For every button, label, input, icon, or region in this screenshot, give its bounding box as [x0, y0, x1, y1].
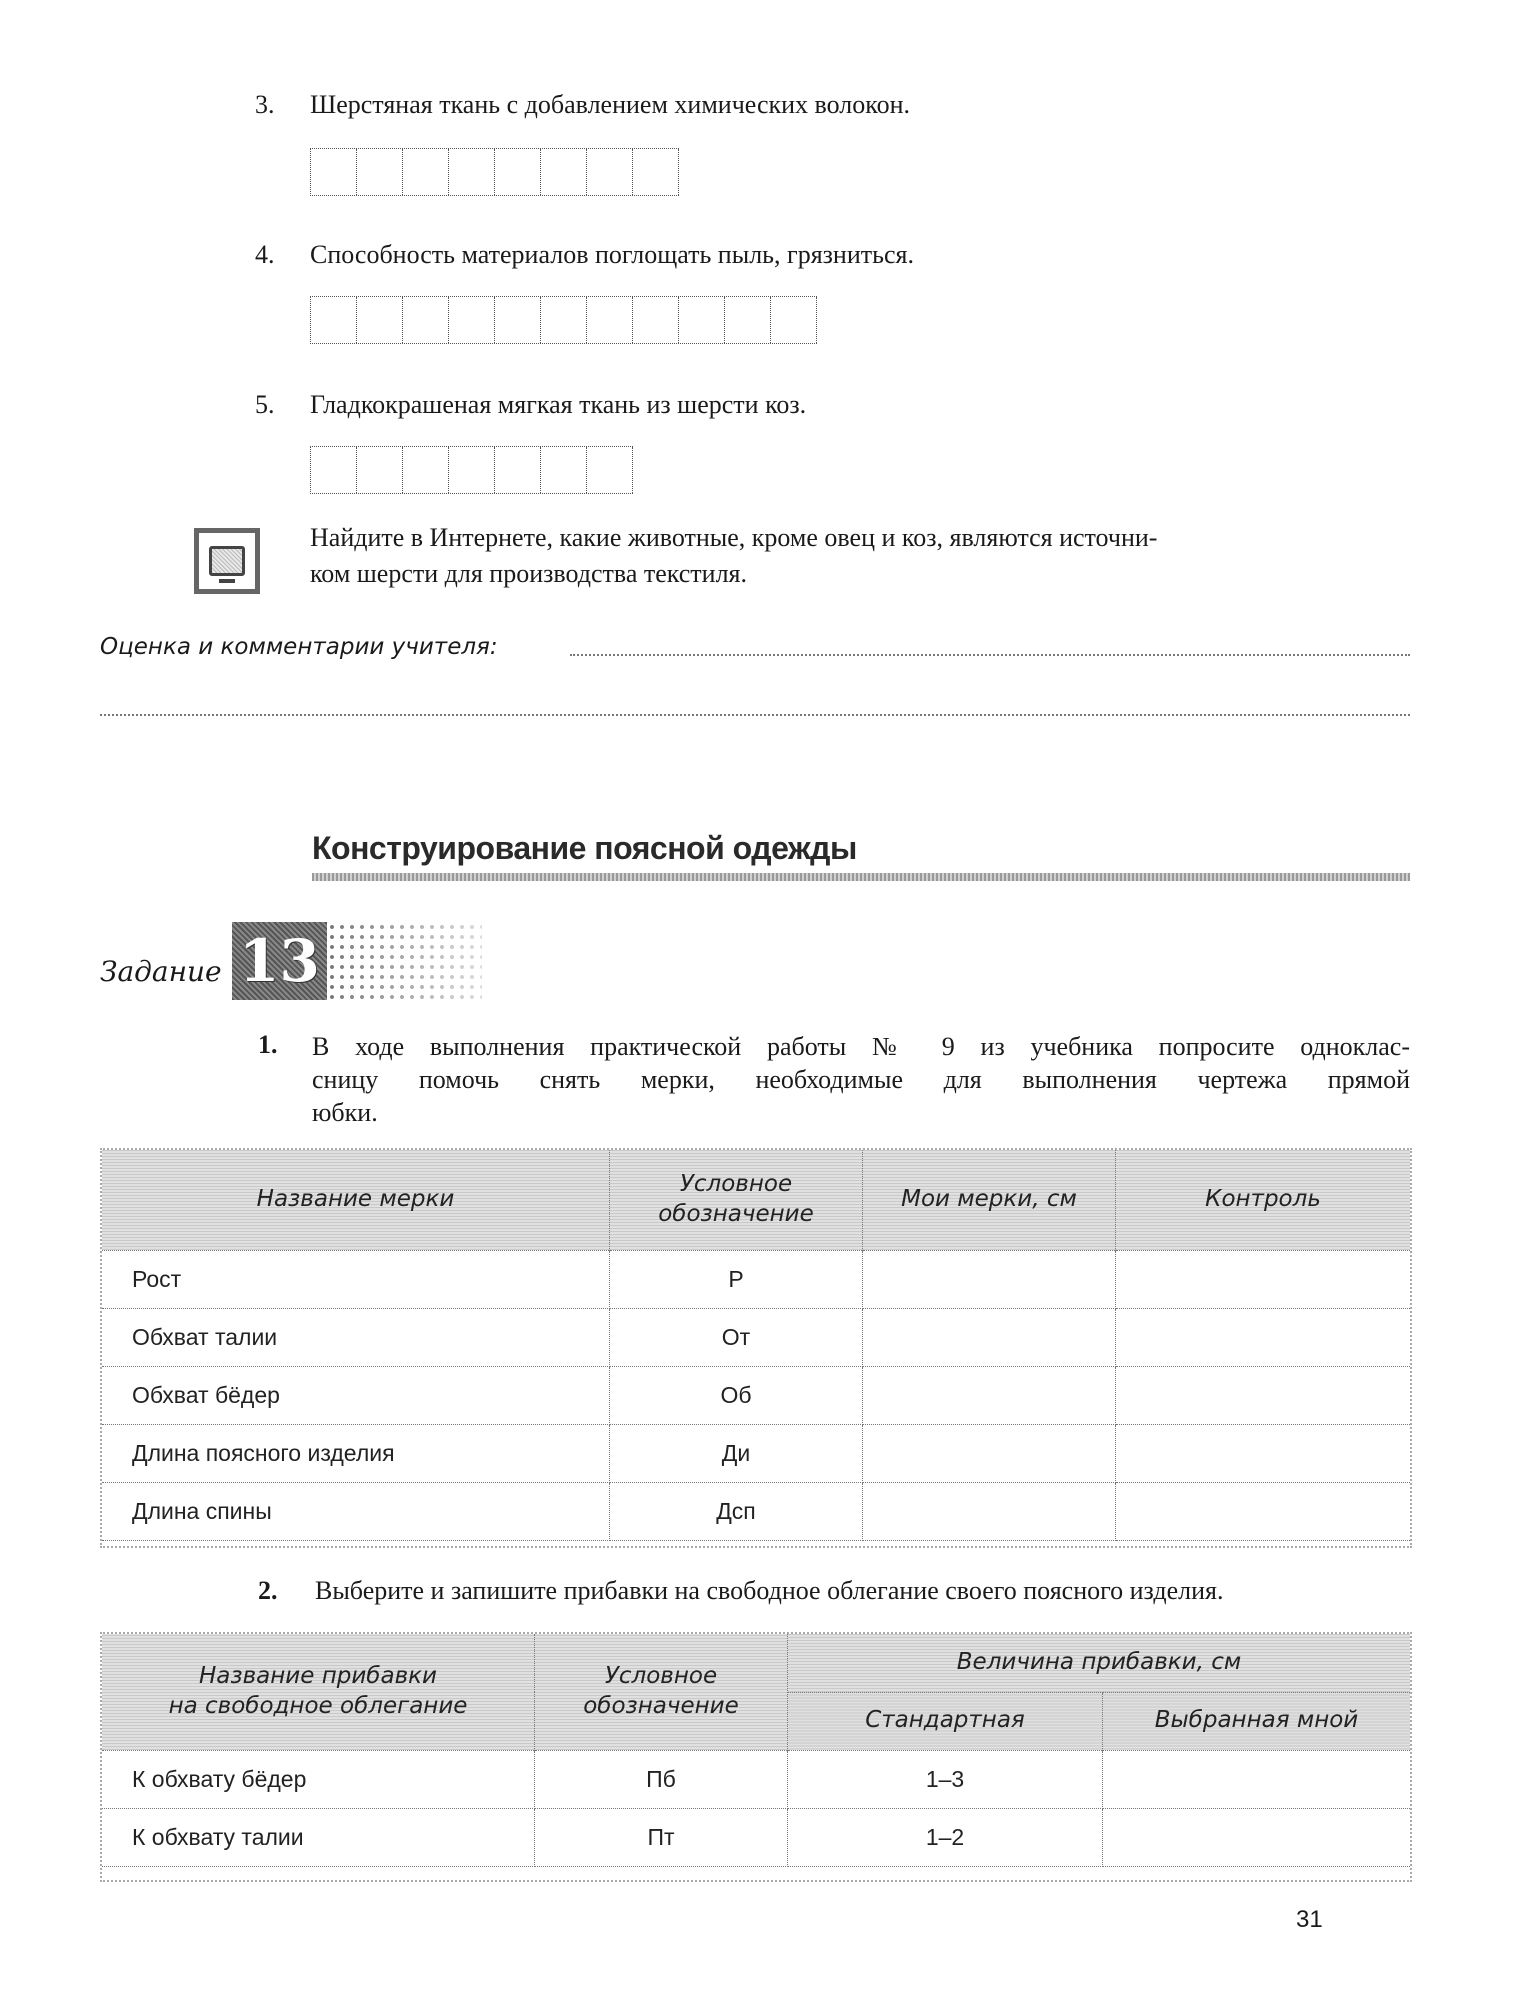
header-standard: Стандартная [788, 1692, 1103, 1750]
header-allowance-name [102, 1634, 535, 1750]
table-row [102, 1250, 1410, 1308]
teacher-comment-label: Оценка и комментарии учителя: [100, 634, 498, 660]
measure-name: Обхват бёдер [102, 1366, 610, 1424]
answer-cells-5[interactable] [310, 446, 633, 494]
my-measurement-cell[interactable] [863, 1424, 1116, 1482]
letter-cell[interactable] [357, 447, 403, 493]
question-5-text: Гладкокрашеная мягкая ткань из шерсти коз. [310, 390, 807, 419]
internet-task-line-1: Найдите в Интернете, какие животные, кроме овец и коз, являются источни- [310, 523, 1158, 552]
letter-cell[interactable] [679, 297, 725, 343]
allowance-name: К обхвату талии [102, 1808, 535, 1866]
section-title-rule [312, 873, 1410, 881]
my-measurement-cell[interactable] [863, 1250, 1116, 1308]
table-row [102, 1750, 1410, 1808]
letter-cell[interactable] [449, 447, 495, 493]
item-1-line-3: юбки. [312, 1098, 378, 1127]
letter-cell[interactable] [541, 149, 587, 195]
header-allowance-value: Величина прибавки, см [788, 1634, 1411, 1692]
measure-symbol: Дсп [610, 1482, 863, 1540]
header-control: Контроль [1116, 1150, 1411, 1250]
item-1-number: 1. [258, 1030, 278, 1059]
computer-monitor-icon [194, 528, 260, 594]
letter-cell[interactable] [587, 149, 633, 195]
allowance-symbol: Пб [535, 1750, 788, 1808]
letter-cell[interactable] [495, 149, 541, 195]
letter-cell[interactable] [357, 149, 403, 195]
table-row [102, 1308, 1410, 1366]
header-symbol [610, 1150, 863, 1250]
letter-cell[interactable] [771, 297, 817, 343]
letter-cell[interactable] [311, 447, 357, 493]
table-row [102, 1482, 1410, 1540]
internet-task-text [310, 520, 1157, 592]
header-chosen: Выбранная мной [1103, 1692, 1411, 1750]
item-2-number: 2. [258, 1576, 278, 1605]
header-symbol-line-1: Условное [679, 1170, 793, 1197]
question-3-text: Шерстяная ткань с добавлением химических волокон. [310, 90, 911, 119]
allowance-name: К обхвату бёдер [102, 1750, 535, 1808]
letter-cell[interactable] [403, 149, 449, 195]
letter-cell[interactable] [449, 297, 495, 343]
measure-symbol: Р [610, 1250, 863, 1308]
letter-cell[interactable] [311, 297, 357, 343]
letter-cell[interactable] [449, 149, 495, 195]
table-row [102, 1366, 1410, 1424]
item-1-text [312, 1030, 1410, 1129]
letter-cell[interactable] [725, 297, 771, 343]
allowances-table [102, 1634, 1410, 1867]
letter-cell[interactable] [495, 297, 541, 343]
my-measurement-cell[interactable] [863, 1482, 1116, 1540]
my-measurement-cell[interactable] [863, 1308, 1116, 1366]
task-badge-dot-pattern [327, 922, 482, 1000]
question-3-number: 3. [255, 90, 275, 119]
answer-cells-4[interactable] [310, 296, 817, 344]
letter-cell[interactable] [403, 447, 449, 493]
item-1-line-2: сницу помочь снять мерки, необходимые для выполнения чертежа прямой [312, 1065, 1410, 1094]
letter-cell[interactable] [357, 297, 403, 343]
teacher-comment-line-2[interactable] [100, 714, 1410, 716]
letter-cell[interactable] [541, 447, 587, 493]
letter-cell[interactable] [541, 297, 587, 343]
task-label: Задание [100, 955, 222, 988]
control-cell[interactable] [1116, 1482, 1411, 1540]
question-4-number: 4. [255, 240, 275, 269]
measure-symbol: От [610, 1308, 863, 1366]
question-5-number: 5. [255, 390, 275, 419]
question-4-text: Способность материалов поглощать пыль, грязниться. [310, 240, 914, 269]
header-allowance-symbol [535, 1634, 788, 1750]
answer-cells-3[interactable] [310, 148, 679, 196]
measurements-table [102, 1150, 1410, 1541]
measure-name: Длина поясного изделия [102, 1424, 610, 1482]
table-row [102, 1424, 1410, 1482]
measure-name: Длина спины [102, 1482, 610, 1540]
internet-task-line-2: ком шерсти для производства текстиля. [310, 559, 747, 588]
control-cell[interactable] [1116, 1366, 1411, 1424]
letter-cell[interactable] [587, 297, 633, 343]
teacher-comment-line-1[interactable] [570, 654, 1410, 656]
allowance-symbol: Пт [535, 1808, 788, 1866]
letter-cell[interactable] [633, 149, 679, 195]
letter-cell[interactable] [311, 149, 357, 195]
control-cell[interactable] [1116, 1250, 1411, 1308]
allowance-standard: 1–3 [788, 1750, 1103, 1808]
header-allowance-symbol-line-1: Условное [604, 1662, 718, 1689]
allowance-standard: 1–2 [788, 1808, 1103, 1866]
control-cell[interactable] [1116, 1308, 1411, 1366]
allowance-chosen-cell[interactable] [1103, 1808, 1411, 1866]
item-2-text: Выберите и запишите прибавки на свободное облегание своего поясного изделия. [315, 1576, 1224, 1605]
header-symbol-line-2: обозначение [658, 1200, 814, 1227]
header-allowance-symbol-line-2: обозначение [583, 1692, 739, 1719]
allowance-chosen-cell[interactable] [1103, 1750, 1411, 1808]
item-1-line-1: В ходе выполнения практической работы № 9 из учебника попросите одноклас- [312, 1032, 1410, 1061]
header-my-measurements: Мои мерки, см [863, 1150, 1116, 1250]
my-measurement-cell[interactable] [863, 1366, 1116, 1424]
table-row [102, 1808, 1410, 1866]
page-number: 31 [1296, 1906, 1323, 1933]
measure-name: Рост [102, 1250, 610, 1308]
control-cell[interactable] [1116, 1424, 1411, 1482]
task-number-badge: 13 [232, 922, 327, 1000]
header-allowance-name-line-2: на свободное облегание [168, 1692, 468, 1719]
section-title: Конструирование поясной одежды [312, 830, 857, 866]
measure-symbol: Ди [610, 1424, 863, 1482]
letter-cell[interactable] [633, 297, 679, 343]
measure-symbol: Об [610, 1366, 863, 1424]
header-measure-name: Название мерки [102, 1150, 610, 1250]
letter-cell[interactable] [495, 447, 541, 493]
header-allowance-name-line-1: Название прибавки [199, 1662, 437, 1689]
letter-cell[interactable] [403, 297, 449, 343]
letter-cell[interactable] [587, 447, 633, 493]
measure-name: Обхват талии [102, 1308, 610, 1366]
